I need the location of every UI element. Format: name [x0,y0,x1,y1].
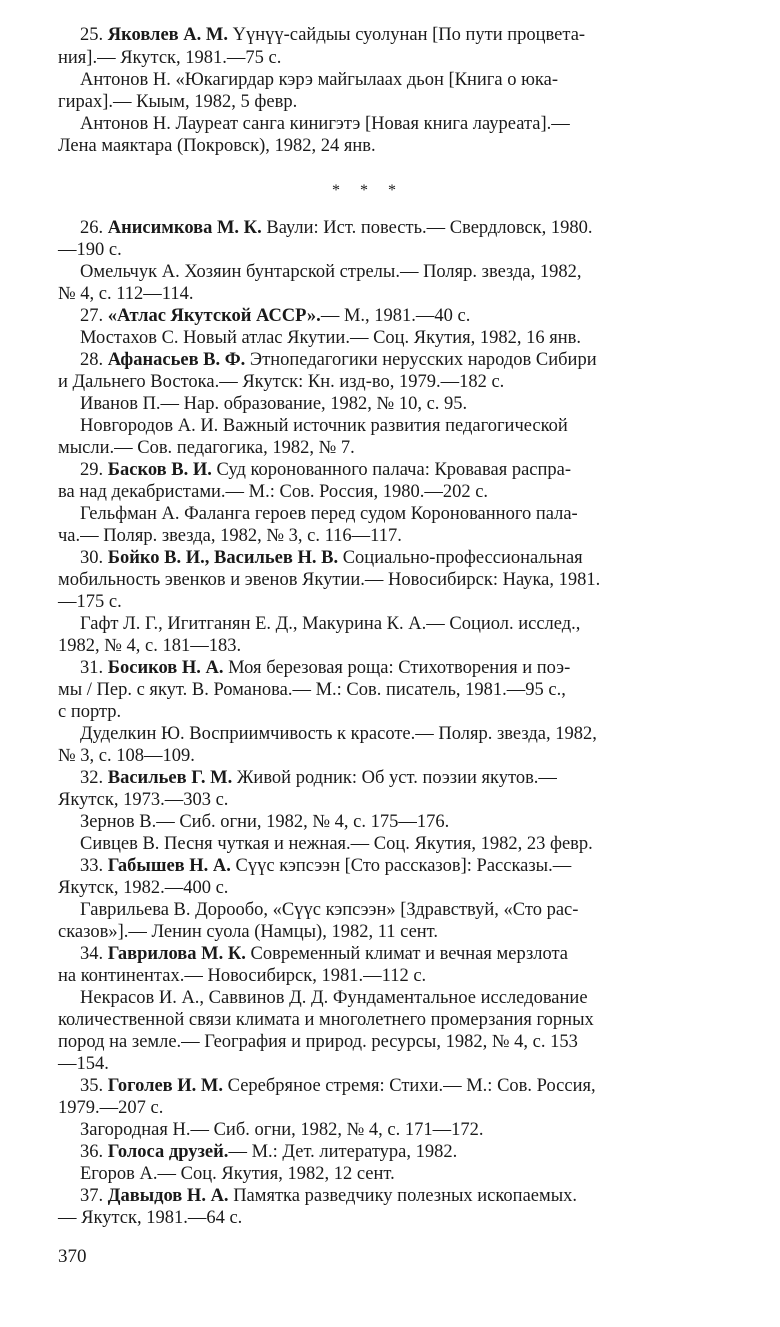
entry-author: Босиков Н. А. [107,658,224,678]
text-line [58,569,762,591]
entry-text: Загородная Н.— Сиб. огни, 1982, № 4, с. 171—172. [80,1120,484,1140]
text-line [58,371,762,393]
entry-text: ния].— Якутск, 1981.—75 с. [58,48,282,68]
text-line [80,217,762,239]
page-number: 370 [58,1246,87,1267]
entry-text: 32. [80,768,108,788]
text-line [80,69,762,91]
entry-text: Мостахов С. Новый атлас Якутии.— Соц. Якутия, 1982, 16 янв. [80,328,582,348]
entry-text: —154. [58,1054,109,1074]
entry-text: Новгородов А. И. Важный источник развития педагогической [80,416,568,436]
entry-text: Этнопедагогики нерусских народов Сибири [245,350,597,370]
text-line [80,113,762,135]
entry-text: Суд коронованного палача: Кровавая распра- [211,460,572,480]
text-line [80,1185,762,1207]
text-line [58,1031,762,1053]
text-line [80,855,762,877]
entry-author: Басков В. И. [107,460,212,480]
entry-text: Дуделкин Ю. Восприимчивость к красоте.— Поляр. звезда, 1982, [80,724,597,744]
section-separator: * * * [332,182,404,199]
text-line [80,503,762,525]
text-line [58,965,762,987]
entry-author: Давыдов Н. А. [107,1186,229,1206]
entry-author: Анисимкова М. К. [107,218,262,238]
entry-text: мобильность эвенков и эвенов Якутии.— Новосибирск: Наука, 1981. [58,570,601,590]
entry-text: — Якутск, 1981.—64 с. [58,1208,243,1228]
entry-text: Сивцев В. Песня чуткая и нежная.— Соц. Якутия, 1982, 23 февр. [80,834,593,854]
entry-text: Сүүс кэпсээн [Сто рассказов]: Рассказы.— [230,856,572,876]
entry-text: 1982, № 4, с. 181—183. [58,636,242,656]
text-line [80,767,762,789]
entry-author: Голоса друзей. [107,1142,229,1162]
entry-text: № 3, с. 108—109. [58,746,195,766]
text-line [80,1119,762,1141]
entry-text: с портр. [58,702,122,722]
text-line [80,24,762,46]
text-line [80,415,762,437]
entry-author: Васильев Г. М. [107,768,233,788]
text-line [58,635,762,657]
entry-text: 37. [80,1186,108,1206]
text-line [80,393,762,415]
text-line [80,613,762,635]
text-line [58,1053,762,1075]
entry-text: —175 с. [58,592,122,612]
text-line [80,547,762,569]
entry-text: Гаврильева В. Дорообо, «Сүүс кэпсээн» [Здравствуй, «Сто рас- [80,900,579,920]
entry-text: мысли.— Сов. педагогика, 1982, № 7. [58,438,355,458]
entry-text: сказов»].— Ленин суола (Намцы), 1982, 11 сент. [58,922,438,942]
entry-text: Зернов В.— Сиб. огни, 1982, № 4, с. 175—176. [80,812,450,832]
entry-text: 1979.—207 с. [58,1098,164,1118]
entry-text: ча.— Поляр. звезда, 1982, № 3, с. 116—117. [58,526,402,546]
entry-text: Якутск, 1982.—400 с. [58,878,229,898]
text-line [58,525,762,547]
text-line [58,91,762,113]
entry-text: гирах].— Кыым, 1982, 5 февр. [58,92,298,112]
text-line [80,657,762,679]
text-line [80,1141,762,1163]
entry-text: Некрасов И. А., Саввинов Д. Д. Фундаментальное исследование [80,988,588,1008]
text-line [58,789,762,811]
entry-text: 27. [80,306,108,326]
entry-text: № 4, с. 112—114. [58,284,194,304]
text-line [80,1075,762,1097]
entry-text: Егоров А.— Соц. Якутия, 1982, 12 сент. [80,1164,395,1184]
entry-author: Гаврилова М. К. [107,944,246,964]
text-line [58,283,762,305]
text-line [58,1097,762,1119]
entry-text: 35. [80,1076,108,1096]
entry-text: Лена маяктара (Покровск), 1982, 24 янв. [58,136,376,156]
text-line [80,811,762,833]
text-line [58,47,762,69]
entry-text: Омельчук А. Хозяин бунтарской стрелы.— Поляр. звезда, 1982, [80,262,582,282]
text-line [80,899,762,921]
entry-text: Иванов П.— Нар. образование, 1982, № 10, с. 95. [80,394,468,414]
text-line [58,481,762,503]
entry-author: Яковлев А. М. [107,25,228,45]
entry-text: Үүнүү-сайдыы суолунан [По пути процвета- [227,25,586,45]
entry-text: Социально-профессиональная [338,548,583,568]
entry-text: мы / Пер. с якут. В. Романова.— М.: Сов. писатель, 1981.—95 с., [58,680,566,700]
entry-text: 36. [80,1142,108,1162]
entry-text: 34. [80,944,108,964]
text-line [80,349,762,371]
entry-text: Ваули: Ист. повесть.— Свердловск, 1980. [261,218,593,238]
entry-text: ва над декабристами.— М.: Сов. Россия, 1980.—202 с. [58,482,489,502]
entry-text: Якутск, 1973.—303 с. [58,790,229,810]
text-line [80,327,762,349]
text-line [80,943,762,965]
entry-text: — М.: Дет. литература, 1982. [228,1142,458,1162]
entry-text: количественной связи климата и многолетнего промерзания горных [58,1010,594,1030]
entry-text: —190 с. [58,240,122,260]
text-line [80,833,762,855]
text-line [58,239,762,261]
entry-text: на континентах.— Новосибирск, 1981.—112 с. [58,966,427,986]
entry-text: 26. [80,218,108,238]
entry-text: Современный климат и вечная мерзлота [245,944,569,964]
text-line [58,591,762,613]
text-line [80,459,762,481]
text-line [80,723,762,745]
text-line [58,921,762,943]
text-line [58,437,762,459]
text-line [58,877,762,899]
entry-text: 25. [80,25,108,45]
text-line [58,1009,762,1031]
entry-text: и Дальнего Востока.— Якутск: Кн. изд-во, 1979.—182 с. [58,372,505,392]
entry-text: Серебряное стремя: Стихи.— М.: Сов. Россия, [223,1076,596,1096]
entry-text: Гафт Л. Г., Игитганян Е. Д., Макурина К. А.— Социол. исслед., [80,614,581,634]
entry-author: Габышев Н. А. [107,856,231,876]
text-line [80,1163,762,1185]
text-line [80,261,762,283]
entry-text: 28. [80,350,108,370]
text-line [58,1207,762,1229]
entry-text: 31. [80,658,108,678]
entry-text: 29. [80,460,108,480]
entry-text: 30. [80,548,108,568]
entry-author: «Атлас Якутской АССР». [107,306,321,326]
entry-text: Антонов Н. Лауреат санга кинигэтэ [Новая книга лауреата].— [80,114,570,134]
entry-author: Афанасьев В. Ф. [107,350,246,370]
entry-text: Памятка разведчику полезных ископаемых. [228,1186,578,1206]
text-line [58,745,762,767]
entry-text: — М., 1981.—40 с. [320,306,471,326]
text-line [58,679,762,701]
entry-text: 33. [80,856,108,876]
text-line [80,305,762,327]
entry-text: пород на земле.— География и природ. ресурсы, 1982, № 4, с. 153 [58,1032,578,1052]
entry-text: Гельфман А. Фаланга героев перед судом Коронованного пала- [80,504,578,524]
entry-text: Антонов Н. «Юкагирдар кэрэ майгылаах дьон [Книга о юка- [80,70,558,90]
text-line [58,135,762,157]
entry-text: Живой родник: Об уст. поэзии якутов.— [232,768,557,788]
entry-author: Гоголев И. М. [107,1076,224,1096]
entry-author: Бойко В. И., Васильев Н. В. [107,548,339,568]
entry-text: Моя березовая роща: Стихотворения и поэ- [223,658,571,678]
text-line [80,987,762,1009]
text-line [58,701,762,723]
